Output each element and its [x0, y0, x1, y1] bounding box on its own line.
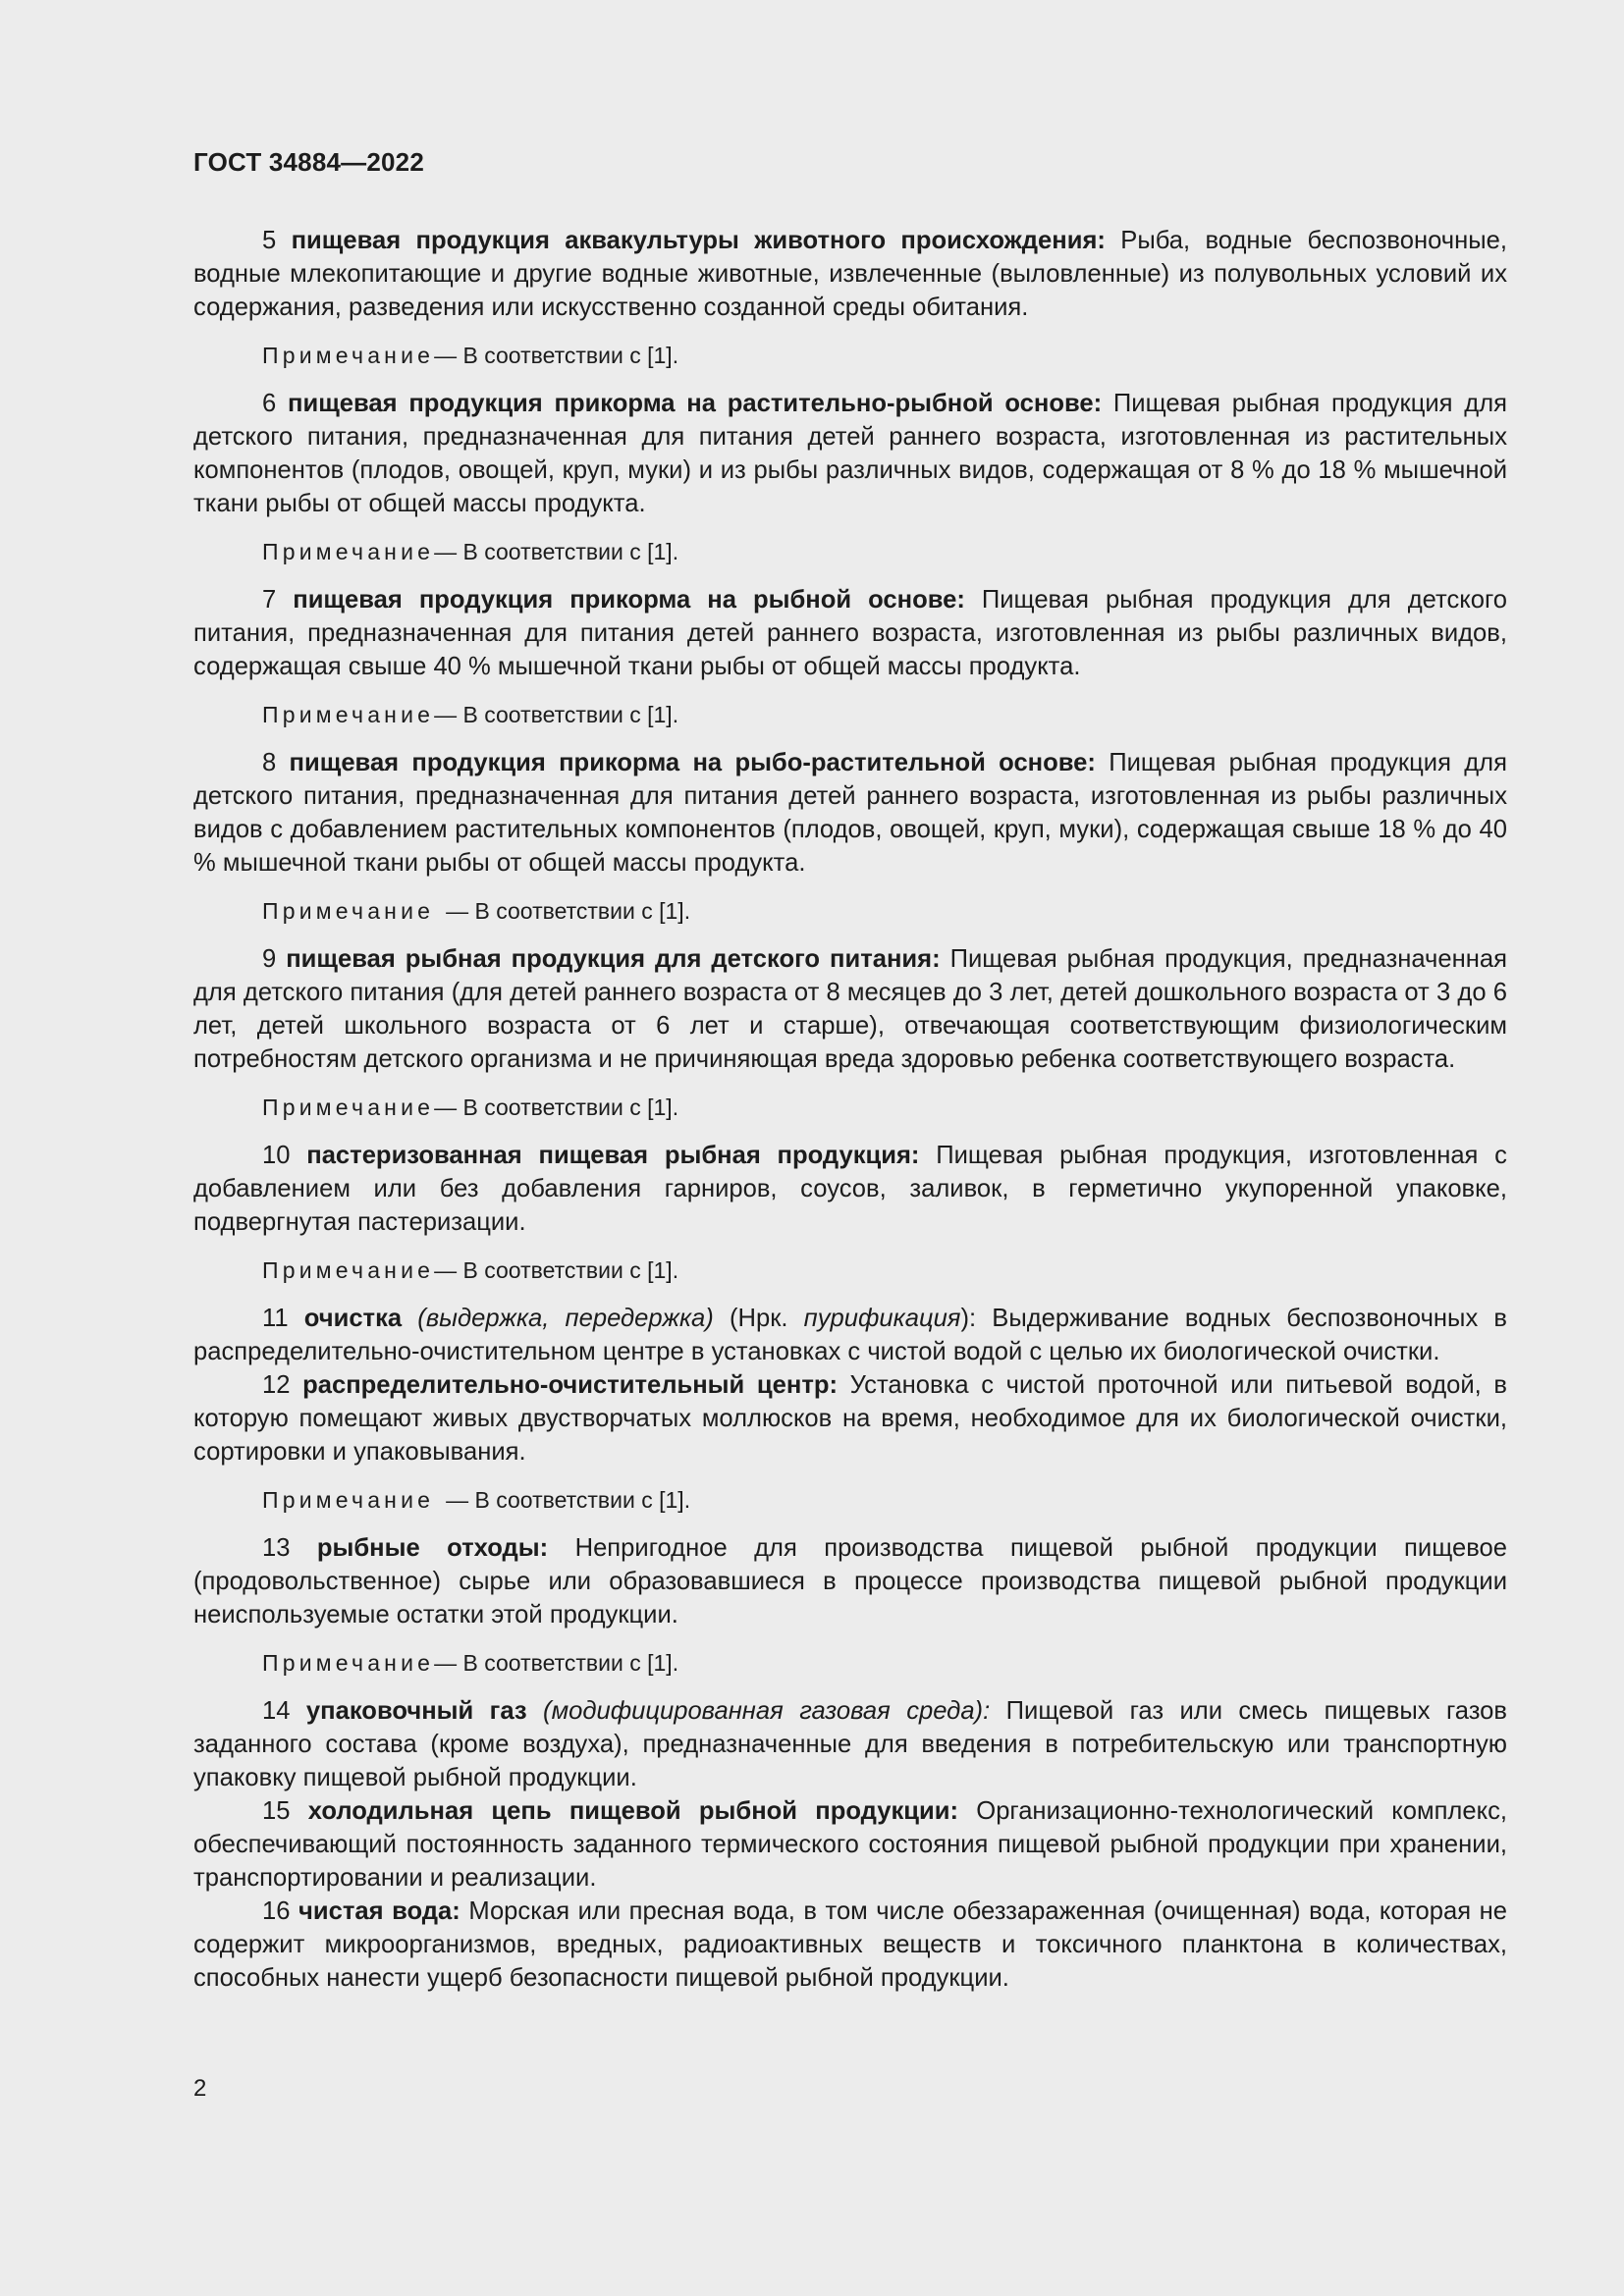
note-text: — В соответствии с [1]. [434, 1095, 679, 1120]
note [193, 698, 1507, 731]
note-label: Примечание [262, 1487, 435, 1513]
note-label: Примечание [262, 539, 435, 564]
term-name: пастеризованная пищевая рыбная продукция: [306, 1142, 920, 1169]
term-number: 14 [262, 1697, 291, 1725]
note [193, 894, 1507, 928]
term-definition: Рыба, водные беспозвоночные, водные млекопитающие и другие водные животные, извлеченные (выловленные) из полувольных условий их содержания, разведения или искусственно созданной среды обитания. [193, 227, 1507, 321]
term-definition: Пищевая рыбная продукция для детского питания, предназначенная для питания детей раннего возраста, изготовленная из рыбы различных видов с добавлением растительных компонентов (плодов, овощей, круп, муки), содержащая свыше 18 % до 40 % мышечной ткани рыбы от общей массы продукта. [193, 749, 1507, 877]
deprecated-term: пурификация [803, 1305, 961, 1332]
note [193, 535, 1507, 568]
note [193, 1483, 1507, 1517]
note-label: Примечание [262, 702, 435, 727]
term-definition: Пищевая рыбная продукция для детского питания, предназначенная для питания детей раннего возраста, изготовленная из растительных компонентов (плодов, овощей, круп, муки) и из рыбы различных видов, содержащая от 8 % до 18 % мышечной ткани рыбы от общей массы продукта. [193, 390, 1507, 517]
note-text: — В соответствии с [1]. [434, 702, 679, 727]
term-name: пищевая продукция прикорма на растительно-рыбной основе: [288, 390, 1103, 417]
term-name: пищевая рыбная продукция для детского питания: [286, 945, 941, 973]
term-number: 11 [262, 1305, 289, 1332]
term-entry-11 [193, 1302, 1507, 1368]
term-entry-16 [193, 1895, 1507, 1995]
document-body [193, 224, 1507, 1995]
term-definition: Пищевая рыбная продукция для детского питания, предназначенная для питания детей раннего возраста, изготовленная из рыбы различных видов, содержащая свыше 40 % мышечной ткани рыбы от общей массы продукта. [193, 586, 1507, 680]
term-number: 7 [262, 586, 277, 614]
term-name: очистка [303, 1305, 403, 1332]
term-entry-9 [193, 942, 1507, 1076]
note [193, 1254, 1507, 1287]
note [193, 1646, 1507, 1680]
term-entry-15 [193, 1794, 1507, 1895]
term-entry-7 [193, 583, 1507, 683]
note-text: — В соответствии с [1]. [446, 898, 691, 924]
term-entry-6 [193, 387, 1507, 520]
note [193, 339, 1507, 372]
term-name: рыбные отходы: [316, 1534, 549, 1562]
term-definition: Пищевая рыбная продукция, предназначенная для детского питания (для детей раннего возраста от 8 месяцев до 3 лет, детей дошкольного возраста от 3 до 6 лет, детей школьного возраста от 6 лет и старше), отвечающая соответствующим физиологическим потребностям детского организма и не причиняющая вреда здоровью ребенка соответствующего возраста. [193, 945, 1507, 1073]
note-label: Примечание [262, 898, 435, 924]
term-number: 6 [262, 390, 277, 417]
note [193, 1091, 1507, 1124]
term-definition: Пищевая рыбная продукция, изготовленная с добавлением или без добавления гарниров, соусов, заливок, в герметично укупоренной упаковке, подвергнутая пастеризации. [193, 1142, 1507, 1236]
note-text: — В соответствии с [1]. [434, 539, 679, 564]
term-name: пищевая продукция аквакультуры животного происхождения: [291, 227, 1106, 254]
term-number: 9 [262, 945, 277, 973]
term-entry-14 [193, 1694, 1507, 1794]
note-text: — В соответствии с [1]. [446, 1487, 691, 1513]
term-synonyms: (выдержка, передержка) [417, 1305, 714, 1332]
term-entry-8 [193, 746, 1507, 880]
note-label: Примечание [262, 343, 435, 368]
term-name: распределительно-очистительный центр: [302, 1371, 839, 1399]
document-header: ГОСТ 34884—2022 [193, 147, 424, 177]
term-number: 12 [262, 1371, 291, 1399]
term-name: холодильная цепь пищевой рыбной продукции: [307, 1797, 959, 1825]
term-entry-13 [193, 1531, 1507, 1631]
page-number: 2 [193, 2075, 207, 2102]
deprecated-prefix: (Нрк. [713, 1305, 804, 1332]
term-definition: ): Выдерживание водных беспозвоночных в распределительно-очистительном центре в установках с чистой водой с целью их биологической очистки. [193, 1305, 1507, 1365]
note-label: Примечание [262, 1095, 435, 1120]
term-name: пищевая продукция прикорма на рыбо-растительной основе: [289, 749, 1096, 776]
term-entry-12 [193, 1368, 1507, 1468]
term-definition: Непригодное для производства пищевой рыбной продукции пищевое (продовольственное) сырье или образовавшиеся в процессе производства пищевой рыбной продукции неиспользуемые остатки этой продукции. [193, 1534, 1507, 1629]
term-number: 13 [262, 1534, 291, 1562]
term-number: 15 [262, 1797, 291, 1825]
term-name: упаковочный газ [305, 1697, 527, 1725]
term-number: 16 [262, 1897, 291, 1925]
note-label: Примечание [262, 1650, 435, 1676]
note-text: — В соответствии с [1]. [434, 343, 679, 368]
term-name: пищевая продукция прикорма на рыбной основе: [293, 586, 965, 614]
term-entry-10 [193, 1139, 1507, 1239]
term-definition: Пищевой газ или смесь пищевых газов заданного состава (кроме воздуха), предназначенные для введения в потребительскую или транспортную упаковку пищевой рыбной продукции. [193, 1697, 1507, 1791]
term-number: 8 [262, 749, 277, 776]
term-entry-5 [193, 224, 1507, 324]
term-definition: Морская или пресная вода, в том числе обеззараженная (очищенная) вода, которая не содержит микроорганизмов, вредных, радиоактивных веществ и токсичного планктона в количествах, способных нанести ущерб безопасности пищевой рыбной продукции. [193, 1897, 1507, 1992]
note-text: — В соответствии с [1]. [434, 1257, 679, 1283]
term-synonyms: (модифицированная газовая среда): [543, 1697, 991, 1725]
note-label: Примечание [262, 1257, 435, 1283]
term-definition: Установка с чистой проточной или питьевой водой, в которую помещают живых двустворчатых моллюсков на время, необходимое для их биологической очистки, сортировки и упаковывания. [193, 1371, 1507, 1466]
term-number: 10 [262, 1142, 291, 1169]
term-name: чистая вода: [298, 1897, 460, 1925]
note-text: — В соответствии с [1]. [434, 1650, 679, 1676]
term-number: 5 [262, 227, 277, 254]
term-definition: Организационно-технологический комплекс, обеспечивающий постоянность заданного термического состояния пищевой рыбной продукции при хранении, транспортировании и реализации. [193, 1797, 1507, 1892]
